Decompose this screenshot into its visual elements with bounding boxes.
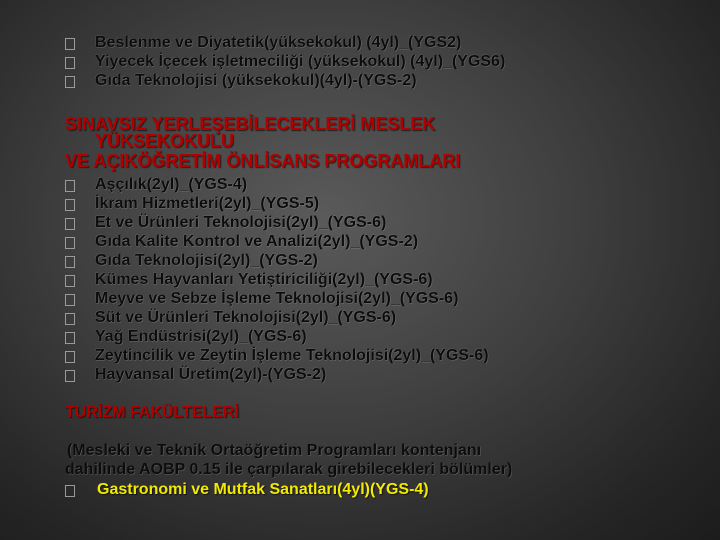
program-item: Aşçılık(2yl)_(YGS-4) (95, 176, 248, 193)
bullet-icon (65, 294, 75, 306)
program-item: Gıda Teknolojisi(2yl)_(YGS-2) (95, 252, 318, 269)
section-heading-line3: VE AÇIKÖĞRETİM ÖNLİSANS PROGRAMLARI (65, 151, 461, 171)
bullet-icon (65, 180, 75, 192)
bullet-icon (65, 485, 75, 497)
bullet-icon (65, 256, 75, 268)
program-item: Gıda Kalite Kontrol ve Analizi(2yl)_(YGS-2) (95, 233, 419, 250)
bullet-icon (65, 313, 75, 325)
bullet-icon (65, 370, 75, 382)
bullet-icon (65, 218, 75, 230)
program-item: Kümes Hayvanları Yetiştiriciliği(2yl)_(YGS-6) (95, 271, 433, 288)
top-list-item: Gıda Teknolojisi (yüksekokul)(4yl)-(YGS-2) (95, 72, 417, 89)
bullet-icon (65, 237, 75, 249)
tourism-item: Gastronomi ve Mutfak Sanatları(4yl)(YGS-4) (97, 481, 429, 498)
program-item: Meyve ve Sebze İşleme Teknolojisi(2yl)_(YGS-6) (95, 290, 459, 307)
program-item: Et ve Ürünleri Teknolojisi(2yl)_(YGS-6) (95, 214, 387, 231)
program-item: Yağ Endüstrisi(2yl)_(YGS-6) (95, 328, 307, 345)
tourism-note-line1: (Mesleki ve Teknik Ortaöğretim Programları kontenjanı (67, 442, 482, 459)
tourism-note-line2: dahilinde AOBP 0.15 ile çarpılarak girebilecekleri bölümler) (65, 461, 513, 478)
top-list-item: Yiyecek İçecek işletmeciliği (yüksekokul) (4yl)_(YGS6) (95, 53, 506, 70)
program-item: İkram Hizmetleri(2yl)_(YGS-5) (95, 195, 320, 212)
bullet-icon (65, 199, 75, 211)
program-item: Zeytincilik ve Zeytin İşleme Teknolojisi(2yl)_(YGS-6) (95, 347, 489, 364)
bullet-icon (65, 57, 75, 69)
program-item: Hayvansal Üretim(2yl)-(YGS-2) (95, 366, 327, 383)
bullet-icon (65, 332, 75, 344)
bullet-icon (65, 275, 75, 287)
section-heading-line1: SINAVSIZ YERLEŞEBİLECEKLERİ MESLEK (65, 114, 436, 134)
program-item: Süt ve Ürünleri Teknolojisi(2yl)_(YGS-6) (95, 309, 397, 326)
top-list-item: Beslenme ve Diyatetik(yüksekokul) (4yl)_(YGS2) (95, 34, 462, 51)
section-heading-line2: YÜKSEKOKULU (95, 131, 235, 151)
bullet-icon (65, 38, 75, 50)
bullet-icon (65, 351, 75, 363)
tourism-heading: TURİZM FAKÜLTELERİ (65, 404, 239, 421)
bullet-icon (65, 76, 75, 88)
